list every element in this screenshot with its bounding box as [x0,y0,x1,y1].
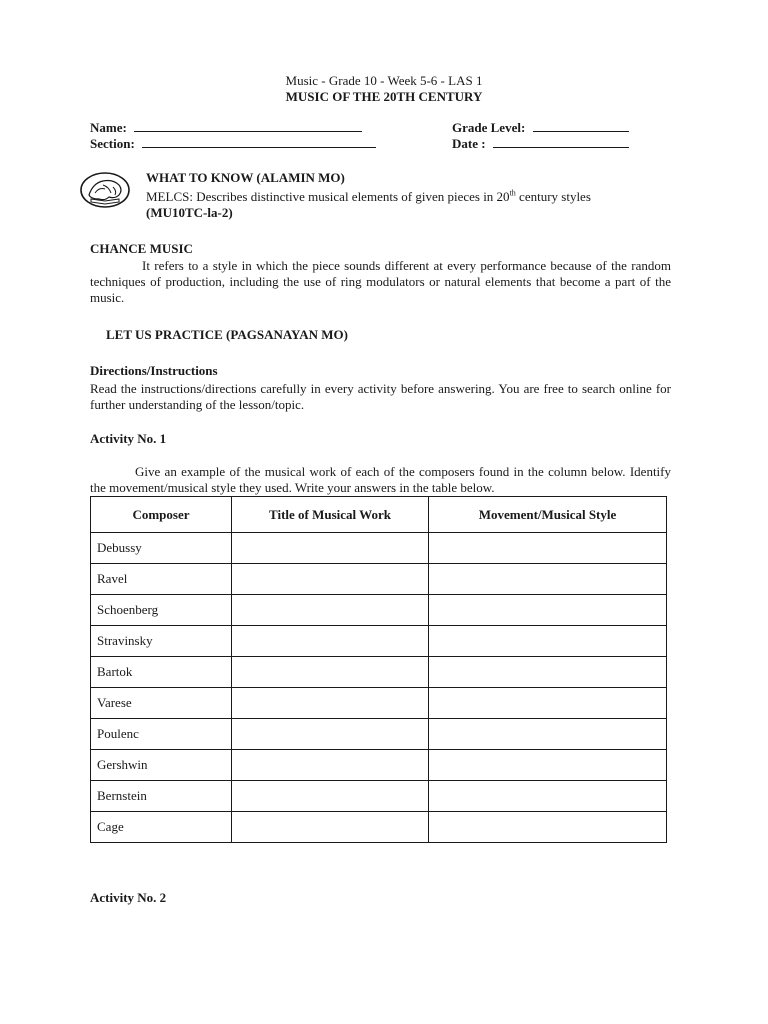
composer-cell: Bartok [91,657,232,688]
table-row [91,564,667,595]
composer-cell: Poulenc [91,719,232,750]
table-row [91,719,667,750]
composer-cell: Stravinsky [91,626,232,657]
composer-cell: Schoenberg [91,595,232,626]
table-row [91,657,667,688]
style-answer-cell[interactable] [429,781,667,812]
title-answer-cell[interactable] [232,750,429,781]
title-answer-cell[interactable] [232,657,429,688]
activity2-heading: Activity No. 2 [90,890,167,905]
style-answer-cell[interactable] [429,595,667,626]
name-blank[interactable] [134,120,362,132]
melcs-text-a: MELCS: Describes distinctive musical elements of given pieces in 20 [146,189,510,204]
name-label: Name: [90,120,127,135]
title-answer-cell[interactable] [232,564,429,595]
activity1-body: Give an example of the musical work of each of the composers found in the column below. Identify the movement/musical style they used. Write your answers in the table below. [90,464,671,495]
table-row [91,626,667,657]
composer-cell: Gershwin [91,750,232,781]
document-title: MUSIC OF THE 20TH CENTURY [285,89,483,104]
section-blank[interactable] [142,136,376,148]
melcs-code: (MU10TC-la-2) [146,205,233,220]
column-header-title: Title of Musical Work [232,497,429,533]
style-answer-cell[interactable] [429,750,667,781]
table-row [91,595,667,626]
composer-table [90,496,667,843]
title-answer-cell[interactable] [232,719,429,750]
title-answer-cell[interactable] [232,688,429,719]
title-answer-cell[interactable] [232,626,429,657]
grade-level-field [452,120,629,136]
table-header-row [91,497,667,533]
chance-music-heading: CHANCE MUSIC [90,241,193,256]
style-answer-cell[interactable] [429,812,667,843]
style-answer-cell[interactable] [429,564,667,595]
directions-body: Read the instructions/directions carefully in every activity before answering. You are free to search online for further understanding of the lesson/topic. [90,381,671,412]
melcs-superscript: th [509,188,516,198]
date-field [452,136,629,152]
column-header-style: Movement/Musical Style [429,497,667,533]
practice-heading: LET US PRACTICE (PAGSANAYAN MO) [106,327,348,342]
melcs-text [146,189,591,205]
date-blank[interactable] [493,136,629,148]
table-row [91,781,667,812]
style-answer-cell[interactable] [429,533,667,564]
section-label: Section: [90,136,135,151]
title-answer-cell[interactable] [232,812,429,843]
date-label: Date : [452,136,486,151]
melcs-text-b: century styles [515,189,591,204]
grade-level-label: Grade Level: [452,120,526,135]
style-answer-cell[interactable] [429,688,667,719]
column-header-composer: Composer [91,497,232,533]
table-row [91,533,667,564]
what-to-know-heading: WHAT TO KNOW (ALAMIN MO) [146,170,345,185]
title-answer-cell[interactable] [232,533,429,564]
title-answer-cell[interactable] [232,781,429,812]
document-subtitle: Music - Grade 10 - Week 5-6 - LAS 1 [285,73,483,88]
composer-cell: Debussy [91,533,232,564]
title-answer-cell[interactable] [232,595,429,626]
directions-heading: Directions/Instructions [90,363,218,378]
activity1-heading: Activity No. 1 [90,431,167,446]
composer-cell: Bernstein [91,781,232,812]
name-field [90,120,362,136]
style-answer-cell[interactable] [429,719,667,750]
chance-music-body: It refers to a style in which the piece sounds different at every performance because of the random techniques of production, including the use of ring modulators or natural elements that become a part of the music. [90,258,671,305]
composer-cell: Varese [91,688,232,719]
table-row [91,750,667,781]
brain-books-icon [79,171,131,209]
table-row [91,812,667,843]
section-field [90,136,376,152]
composer-cell: Ravel [91,564,232,595]
table-row [91,688,667,719]
grade-level-blank[interactable] [533,120,629,132]
style-answer-cell[interactable] [429,626,667,657]
style-answer-cell[interactable] [429,657,667,688]
composer-cell: Cage [91,812,232,843]
